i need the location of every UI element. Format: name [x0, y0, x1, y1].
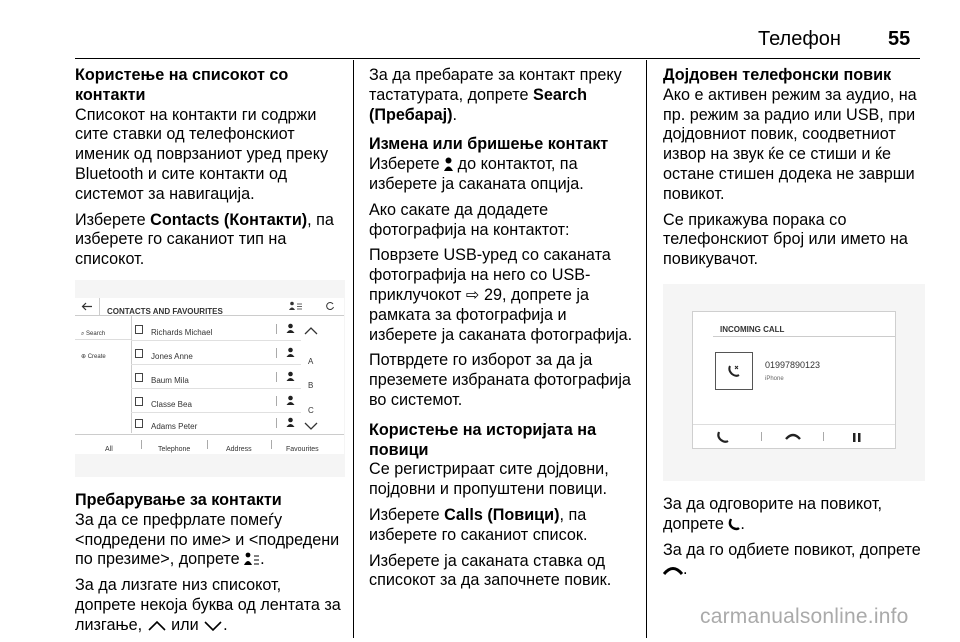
paragraph: Ако е активен режим за аудио, на пр. режим за радио или USB, при дојдовниот повик, соодветниот извор на звук ќе се стиши и ќе остане стишен додека не заврши повикот.	[663, 85, 917, 203]
running-title: Телефон	[758, 28, 841, 50]
reference-arrow-icon: ⇨	[465, 285, 480, 304]
paragraph: Поврзете USB-уред со саканата фотографија на него со USB-приклучокот ⇨ 29, допрете ја рамката за фотографија и изберете ја саканата фотографија.	[369, 246, 633, 344]
section-heading: Пребарување за контакти	[75, 490, 282, 509]
paragraph: Изберете ја саканата ставка од списокот за да започнете повик.	[369, 551, 612, 590]
tab-favourites: Favourites	[286, 445, 319, 453]
paragraph: Списокот на контакти ги содржи сите ставки од телефонскиот именик од поврзаниот уред преку Bluetooth и сите контакти од системот за навигација.	[75, 105, 329, 203]
screen	[692, 311, 896, 449]
pause-icon	[853, 433, 861, 442]
list-item: Adams Peter	[131, 412, 301, 434]
decline-call-icon	[663, 566, 683, 576]
chevron-up-icon	[147, 620, 167, 632]
section-heading: Користење на историјата на повици	[369, 420, 597, 459]
paragraph: Изберете до контактот, па изберете ја саканата опција.	[369, 155, 584, 193]
back-arrow-icon	[81, 302, 93, 311]
header-rule	[75, 58, 920, 59]
screen-title: CONTACTS AND FAVOURITES	[107, 306, 223, 316]
paragraph: Изберете Calls (Повици), па изберете го саканиот список.	[369, 505, 588, 544]
answer-call-icon	[717, 431, 729, 443]
answer-call-icon	[728, 517, 740, 531]
refresh-icon	[325, 301, 335, 311]
section-heading: Дојдовен телефонски повик	[663, 66, 892, 84]
phone-missed-icon	[727, 364, 741, 378]
column-1	[75, 66, 345, 642]
list-item: Baum Mila	[131, 366, 301, 389]
paragraph: Се регистрираат сите дојдовни, појдовни и пропуштени повици.	[369, 460, 609, 499]
tab-telephone: Telephone	[158, 445, 191, 453]
tab-address: Address	[226, 445, 252, 453]
scroll-up-icon	[304, 326, 318, 335]
chevron-down-icon	[203, 620, 223, 632]
sort-icon	[289, 301, 303, 311]
incoming-call-screenshot	[663, 284, 925, 481]
alpha-letter: B	[308, 380, 314, 390]
column-divider-2	[646, 60, 647, 638]
column-2	[369, 66, 639, 597]
paragraph: Се прикажува порака со телефонскиот број или името на повикувачот.	[663, 210, 908, 269]
paragraph: За да се префрлате помеѓу <подредени по име> и <подредени по презиме>, допрете .	[75, 510, 340, 569]
contact-photo-placeholder	[715, 352, 753, 390]
page-number: 55	[888, 28, 911, 50]
paragraph: Потврдете го изборот за да ја преземете избраната фотографија во системот.	[369, 351, 631, 409]
section-heading: Користење на списокот со контакти	[75, 66, 289, 104]
decline-call-icon	[785, 433, 801, 441]
list-item: Richards Michael	[131, 318, 301, 341]
paragraph: За да пребарате за контакт преку тастатурата, допрете Search (Пребарај).	[369, 66, 622, 124]
caller-source: iPhone	[765, 375, 784, 382]
search-item: Search	[86, 330, 106, 337]
alpha-letter: C	[308, 405, 314, 415]
contacts-screenshot	[75, 280, 345, 477]
column-3	[663, 66, 925, 586]
paragraph: За да одговорите на повикот, допрете .	[663, 494, 882, 533]
screen-title: INCOMING CALL	[720, 324, 785, 334]
tab-all: All	[105, 445, 113, 453]
screen: CONTACTS AND FAVOURITES ⌕ Search ⊕ Create Richards Michael Jones Anne Baum Mila Classe Bea Adams Peter A B C All Telephone Address Favourites	[75, 298, 344, 454]
caller-number: 01997890123	[765, 359, 821, 370]
paragraph: За да лизгате низ списокот, допрете некоја буква од лентата за лизгање, или .	[75, 576, 341, 634]
list-item: Classe Bea	[131, 390, 301, 413]
paragraph: Изберете Contacts (Контакти), па изберете го саканиот тип на списокот.	[75, 210, 334, 269]
create-item: Create	[87, 353, 106, 360]
section-heading: Измена или бришење контакт	[369, 135, 609, 154]
watermark: carmanualsonline.info	[700, 605, 909, 628]
column-divider-1	[353, 60, 354, 638]
scroll-down-icon	[304, 422, 318, 431]
list-item: Jones Anne	[131, 342, 301, 365]
alpha-letter: A	[308, 356, 314, 366]
sort-icon	[244, 552, 260, 566]
paragraph: Ако сакате да додадете фотографија на контактот:	[369, 200, 570, 239]
person-icon	[444, 157, 453, 171]
paragraph: За да го одбиете повикот, допрете .	[663, 540, 921, 579]
